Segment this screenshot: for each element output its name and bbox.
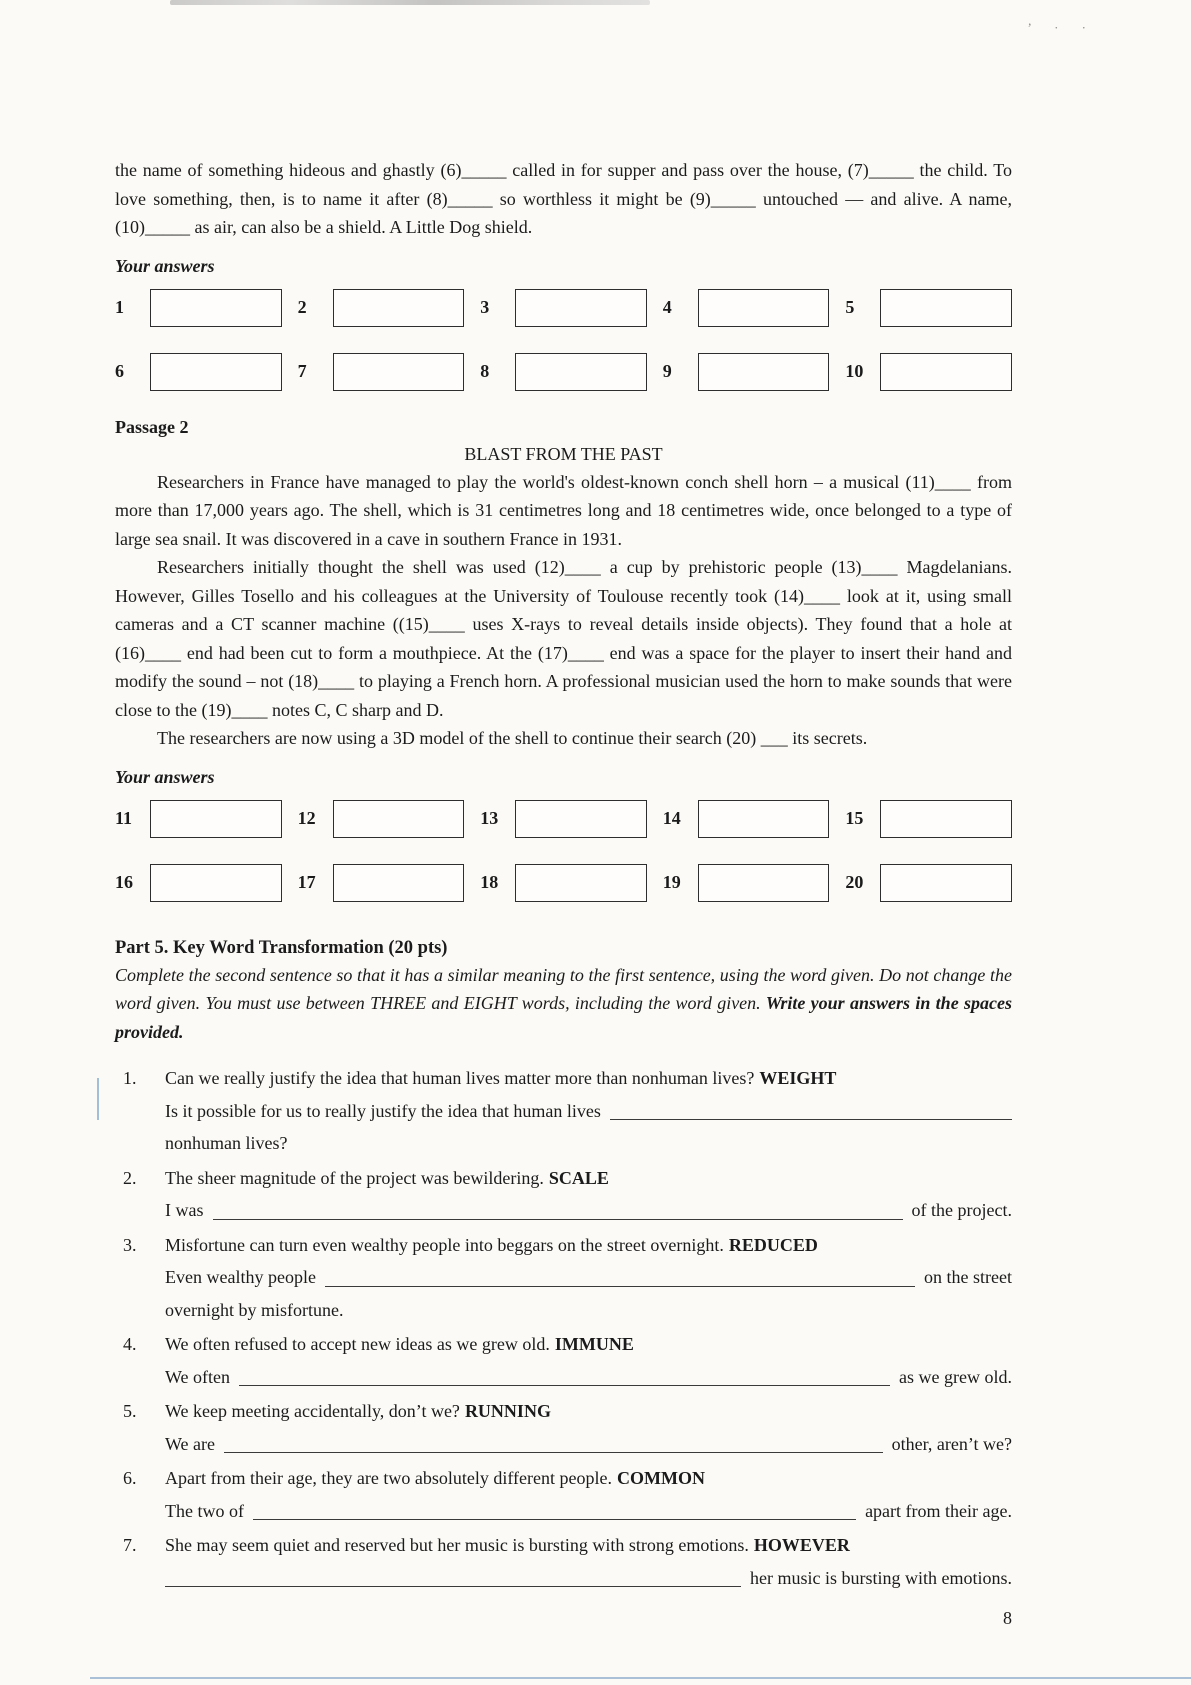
first-sentence: We often refused to accept new ideas as we grew old. IMMUNE (165, 1334, 634, 1354)
answer-box[interactable] (698, 800, 830, 838)
item-number: 2. (123, 1167, 137, 1188)
answer-cell (663, 289, 830, 327)
answer-box[interactable] (333, 353, 465, 391)
first-sentence: Apart from their age, they are two absolutely different people. COMMON (165, 1468, 705, 1488)
answer-number: 7 (297, 361, 307, 381)
scan-artifact-marks: ’ · · (1027, 20, 1096, 35)
sentence-continuation: nonhuman lives? (165, 1133, 288, 1153)
answer-box[interactable] (515, 864, 647, 902)
answer-blank[interactable] (213, 1219, 903, 1220)
answer-grid-1 (115, 289, 1012, 391)
answer-number: 16 (115, 872, 133, 892)
second-sentence (165, 1562, 1012, 1595)
answer-box[interactable] (333, 289, 465, 327)
keyword: SCALE (548, 1167, 609, 1188)
answer-cell (115, 353, 282, 391)
scan-artifact-bottom-line (90, 1677, 1191, 1679)
answer-number: 10 (845, 361, 864, 381)
item-number: 3. (123, 1234, 137, 1255)
answer-box[interactable] (880, 353, 1012, 391)
answer-box[interactable] (150, 289, 282, 327)
answer-box[interactable] (150, 353, 282, 391)
second-sentence (165, 1194, 1012, 1227)
sentence-suffix: other, aren’t we? (891, 1433, 1012, 1454)
answer-number: 8 (480, 361, 490, 381)
answer-cell (115, 800, 282, 838)
sentence-prefix: We often (165, 1366, 231, 1387)
answer-number: 17 (297, 872, 316, 892)
answer-box[interactable] (880, 289, 1012, 327)
answer-cell (845, 289, 1012, 327)
sentence-prefix: We are (165, 1433, 216, 1454)
sentence-suffix: her music is bursting with emotions. (750, 1567, 1012, 1588)
answer-cell (298, 864, 465, 902)
answer-blank[interactable] (239, 1385, 890, 1386)
answer-cell (115, 289, 282, 327)
keyword: REDUCED (728, 1234, 818, 1255)
answer-cell (845, 864, 1012, 902)
answer-box[interactable] (698, 289, 830, 327)
keyword: COMMON (617, 1468, 705, 1488)
second-sentence (165, 1428, 1012, 1461)
keyword: RUNNING (464, 1401, 551, 1421)
answer-cell (115, 864, 282, 902)
transformation-list (115, 1062, 1012, 1594)
answer-number: 11 (115, 808, 133, 828)
keyword: IMMUNE (554, 1334, 634, 1354)
your-answers-label-2: Your answers (115, 766, 215, 787)
scan-artifact-left-tick (97, 1078, 99, 1120)
answer-number: 2 (297, 297, 307, 317)
answer-box[interactable] (515, 353, 647, 391)
item-number: 6. (123, 1468, 137, 1488)
passage2-paragraph-2: Researchers initially thought the shell was used (12)____ a cup by prehistoric people (13)____ Magdelanians. However, Gilles Tosello and his colleagues at the University of Toulouse recently took (14)____ look at it, using small cameras and a CT scanner machine ((15)____ uses X-rays to reveal details inside objects). They found that a hole at (16)____ end had been cut to form a mouthpiece. At the (17)____ end was a space for the player to insert their hand and modify the sound – not (18)____ to playing a French horn. A professional musician used the horn to make sounds that were close to the (19)____ notes C, C sharp and D. (115, 557, 1012, 720)
answer-blank[interactable] (165, 1586, 741, 1587)
answer-cell (845, 800, 1012, 838)
answer-cell (298, 800, 465, 838)
answer-cell (480, 864, 647, 902)
answer-cell (663, 800, 830, 838)
first-sentence: Misfortune can turn even wealthy people into beggars on the street overnight. REDUCED (165, 1234, 818, 1255)
transformation-item-4 (115, 1328, 1012, 1393)
sentence-prefix: Is it possible for us to really justify the idea that human lives (165, 1100, 601, 1121)
answer-box[interactable] (698, 353, 830, 391)
answer-box[interactable] (515, 289, 647, 327)
answer-cell (480, 289, 647, 327)
part5-instructions (115, 961, 1012, 1047)
answer-number: 20 (845, 872, 864, 892)
answer-box[interactable] (880, 864, 1012, 902)
answer-box[interactable] (150, 800, 282, 838)
answer-box[interactable] (333, 800, 465, 838)
answer-cell (298, 353, 465, 391)
answer-blank[interactable] (610, 1119, 1012, 1120)
answer-number: 5 (845, 297, 855, 317)
first-sentence: Can we really justify the idea that human lives matter more than nonhuman lives? WEIGHT (165, 1068, 837, 1088)
sentence-suffix: of the project. (911, 1200, 1012, 1220)
your-answers-label-1: Your answers (115, 255, 215, 276)
part5-heading: Part 5. Key Word Transformation (20 pts) (115, 937, 448, 958)
answer-box[interactable] (880, 800, 1012, 838)
passage2-paragraph-3: The researchers are now using a 3D model of the shell to continue their search (20) ___ its secrets. (157, 728, 868, 748)
instructions-bold-text: Write your answers in the spaces provided. (115, 993, 1012, 1042)
answer-blank[interactable] (253, 1519, 856, 1520)
item-number: 7. (123, 1535, 137, 1555)
answer-cell (663, 864, 830, 902)
first-sentence: The sheer magnitude of the project was bewildering. SCALE (165, 1167, 609, 1188)
sentence-suffix: apart from their age. (865, 1500, 1012, 1521)
answer-number: 18 (480, 872, 499, 892)
keyword: HOWEVER (753, 1535, 850, 1555)
answer-grid-2 (115, 800, 1012, 902)
scan-artifact-top (170, 0, 650, 5)
answer-cell (480, 353, 647, 391)
instructions-text: Complete the second sentence so that it has a similar meaning to the first sentence, using the word given. Do not change the word given. You must use between THREE and EIGHT words, including the word given. (115, 964, 1012, 1013)
transformation-item-6 (115, 1462, 1012, 1527)
item-number: 1. (123, 1068, 137, 1088)
sentence-suffix: on the street (924, 1267, 1012, 1287)
answer-box[interactable] (333, 864, 465, 902)
second-sentence (165, 1495, 1012, 1528)
page-number: 8 (1003, 1608, 1012, 1628)
answer-number: 9 (662, 361, 672, 381)
passage2-heading: Passage 2 (115, 416, 189, 437)
answer-number: 19 (662, 872, 681, 892)
sentence-suffix: as we grew old. (899, 1366, 1012, 1387)
answer-blank[interactable] (325, 1286, 915, 1287)
passage2-title: BLAST FROM THE PAST (464, 443, 663, 464)
first-sentence: We keep meeting accidentally, don’t we? RUNNING (165, 1401, 551, 1421)
first-sentence: She may seem quiet and reserved but her music is bursting with strong emotions. HOWEVER (165, 1535, 850, 1555)
answer-box[interactable] (515, 800, 647, 838)
keyword: WEIGHT (759, 1068, 837, 1088)
answer-box[interactable] (150, 864, 282, 902)
sentence-continuation: overnight by misfortune. (165, 1299, 344, 1320)
answer-number: 15 (845, 808, 864, 828)
second-sentence (165, 1261, 1012, 1294)
transformation-item-3 (115, 1229, 1012, 1327)
answer-cell (480, 800, 647, 838)
second-sentence (165, 1361, 1012, 1394)
sentence-prefix: Even wealthy people (165, 1267, 316, 1287)
answer-number: 14 (662, 808, 681, 828)
document-page (115, 156, 1012, 1629)
answer-box[interactable] (698, 864, 830, 902)
answer-number: 3 (480, 297, 490, 317)
answer-number: 12 (297, 808, 316, 828)
answer-blank[interactable] (224, 1452, 883, 1453)
item-number: 5. (123, 1401, 137, 1421)
second-sentence (165, 1095, 1012, 1128)
sentence-prefix: The two of (165, 1500, 244, 1521)
transformation-item-2 (115, 1162, 1012, 1227)
sentence-prefix: I was (165, 1200, 204, 1220)
answer-cell (298, 289, 465, 327)
transformation-item-1 (115, 1062, 1012, 1160)
answer-number: 4 (662, 297, 672, 317)
transformation-item-5 (115, 1395, 1012, 1460)
answer-cell (663, 353, 830, 391)
intro-paragraph: the name of something hideous and ghastly (6)_____ called in for supper and pass over the house, (7)_____ the child. To love something, then, is to name it after (8)_____ so worthless it might be (9)_____ untouched — and alive. A name, (10)_____ as air, can also be a shield. A Little Dog shield. (115, 160, 1012, 237)
transformation-item-7 (115, 1529, 1012, 1594)
answer-number: 1 (115, 297, 124, 317)
answer-number: 6 (115, 361, 124, 381)
answer-cell (845, 353, 1012, 391)
passage2-paragraph-1: Researchers in France have managed to play the world's oldest-known conch shell horn – a musical (11)____ from more than 17,000 years ago. The shell, which is 31 centimetres long and 18 centimetres wide, once belonged to a type of large sea snail. It was discovered in a cave in southern France in 1931. (115, 471, 1012, 549)
answer-number: 13 (480, 808, 499, 828)
item-number: 4. (123, 1334, 137, 1354)
